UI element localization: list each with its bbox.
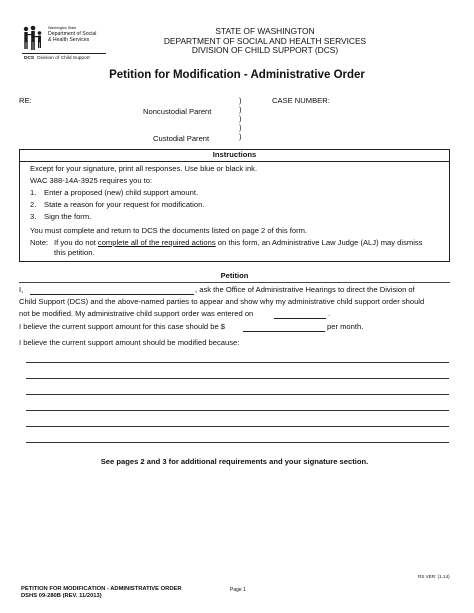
page-number: Page 1 [230, 587, 246, 593]
case-number-label: CASE NUMBER: [272, 96, 330, 105]
logo-dept-text-2: & Health Services [48, 37, 90, 43]
caption-bracket: ) [239, 114, 242, 123]
logo-dcs-name: Division of Child Support [37, 56, 90, 61]
form-title: Petition for Modification - Administrative Order [109, 69, 365, 81]
re-label: RE: [19, 96, 32, 105]
note-text-2: on this form, an Administrative Law Judge (ALJ) may dismiss [215, 238, 423, 247]
reason-line[interactable] [26, 362, 449, 363]
instruction-item-text: Enter a proposed (new) child support amount. [44, 188, 199, 197]
per-month-label: per month. [327, 322, 364, 331]
instructions-line-2: WAC 388-14A-3925 requires you to: [30, 176, 153, 185]
logo-dept-text: Department of Social [48, 31, 97, 37]
rs-version: RS VER: (1.14) [418, 574, 450, 579]
caption-bracket: ) [239, 132, 242, 141]
petition-divider [19, 282, 450, 283]
logo-dcs-abbrev: DCS [24, 56, 35, 61]
period: . [328, 309, 331, 318]
caption-bracket: ) [239, 96, 242, 105]
petitioner-name-field[interactable] [30, 294, 194, 295]
reason-line[interactable] [26, 426, 449, 427]
reason-line[interactable] [26, 394, 449, 395]
dshs-logo [22, 25, 106, 63]
family-figures-icon [22, 25, 44, 51]
petition-text-5: I believe the current support amount should be modified because: [19, 338, 240, 347]
instruction-item-number: 2. [30, 200, 37, 209]
additional-requirements-note: See pages 2 and 3 for additional requirements and your signature section. [100, 457, 369, 466]
instructions-note-cont: this petition. [54, 248, 95, 257]
agency-header [150, 27, 380, 56]
caption-bracket: ) [239, 123, 242, 132]
note-text: If you do not [54, 238, 98, 247]
instruction-item [30, 212, 91, 221]
reason-line[interactable] [26, 442, 449, 443]
proposed-amount-field[interactable] [243, 331, 325, 332]
custodial-parent-label: Custodial Parent [153, 134, 210, 143]
instruction-item-text: Sign the form. [44, 212, 92, 221]
instruction-item [30, 188, 198, 197]
reason-line[interactable] [26, 410, 449, 411]
petition-text-3: not be modified. My administrative child support order was entered on [19, 309, 254, 318]
instruction-item-number: 3. [30, 212, 37, 221]
order-date-field[interactable] [274, 318, 326, 319]
note-underlined-text: complete all of the required actions [97, 238, 216, 247]
instructions-heading: Instructions [19, 149, 450, 162]
instruction-item-number: 1. [30, 188, 37, 197]
footer-form-number: DSHS 09-280B (REV. 11/2013) [21, 593, 102, 599]
petition-text-1: , ask the Office of Administrative Hearings to direct the Division of [195, 285, 415, 294]
petition-i-label: I, [19, 285, 24, 294]
footer-form-info [21, 586, 182, 600]
instructions-line-1: Except for your signature, print all responses. Use blue or black ink. [30, 164, 258, 173]
footer-form-title: PETITION FOR MODIFICATION - ADMINISTRATIVE ORDER [21, 586, 182, 592]
note-label: Note: [30, 238, 49, 247]
logo-state-text: Washington State [48, 26, 77, 30]
instructions-note [30, 238, 422, 247]
instruction-item [30, 200, 204, 209]
logo-dcs-line [24, 56, 90, 62]
petition-heading: Petition [220, 271, 249, 280]
instructions-line-3: You must complete and return to DCS the documents listed on page 2 of this form. [30, 226, 308, 235]
caption-bracket: ) [239, 105, 242, 114]
agency-line-2: DEPARTMENT OF SOCIAL AND HEALTH SERVICES [163, 35, 367, 46]
reason-line[interactable] [26, 378, 449, 379]
petition-text-2: Child Support (DCS) and the above-named parties to appear and show why my administrative child support order should [19, 297, 425, 306]
noncustodial-parent-label: Noncustodial Parent [143, 107, 212, 116]
instruction-item-text: State a reason for your request for modification. [44, 200, 205, 209]
petition-text-4: I believe the current support amount for this case should be $ [19, 322, 225, 331]
logo-divider [22, 53, 106, 54]
agency-line-3: DIVISION OF CHILD SUPPORT (DCS) [191, 45, 339, 56]
agency-line-1: STATE OF WASHINGTON [215, 26, 315, 36]
